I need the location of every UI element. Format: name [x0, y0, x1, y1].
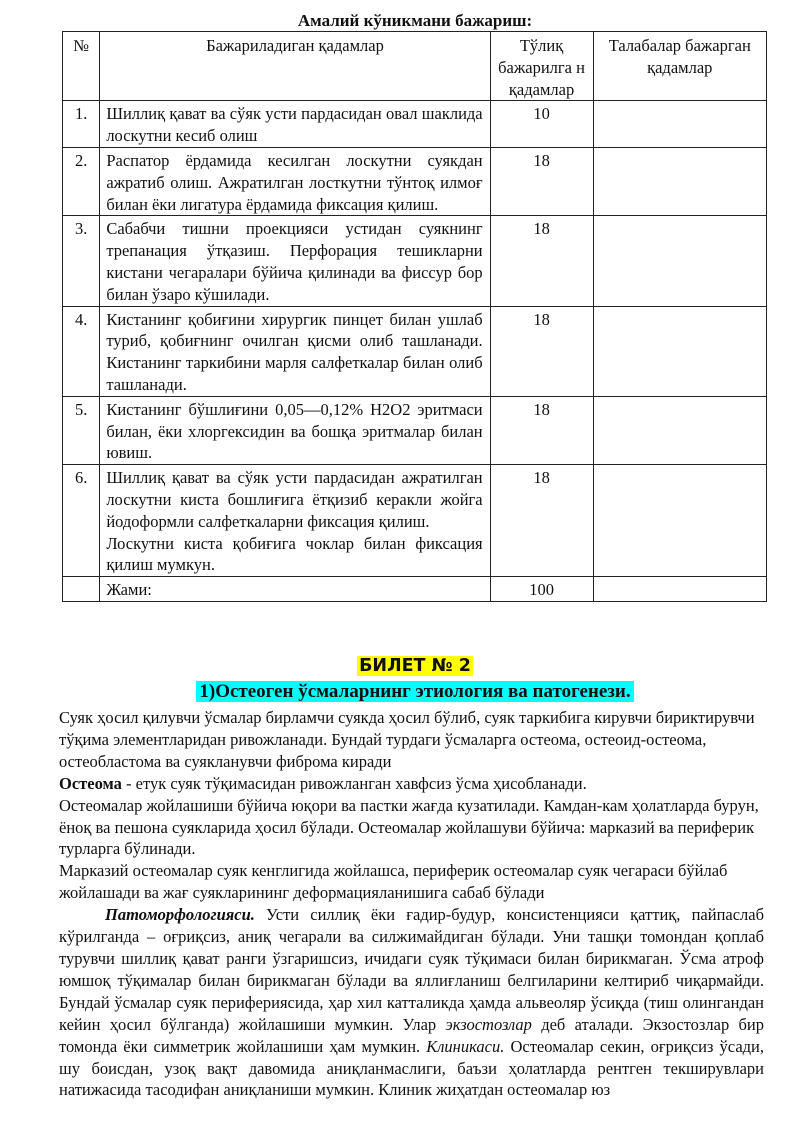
row-student-score[interactable] [593, 396, 767, 464]
section-title [0, 680, 800, 704]
table-row [63, 465, 767, 577]
row-step-text-continued: Лоскутни киста қобиғига чоклар билан фиксация қилиш мумкун. [106, 533, 483, 575]
paragraph-intro: Суяк ҳосил қилувчи ўсмалар бирламчи суякда ҳосил бўлиб, суяк таркибига кирувчи бириктирувчи тўқима элементларидан ривожланади. Бундай турдаги ўсмаларга остеома, остеоид-остеома, остеобластома ва суякланувчи фиброма киради [59, 708, 755, 771]
pathomorphology-label: Патоморфологияси. [105, 905, 255, 925]
paragraph-location: Остеомалар жойлашиши бўйича юқори ва пастки жағда кузатилади. Камдан-кам ҳолатларда бурун, ёноқ ва пешона суякларида ҳосил бўлади. Остеомалар жойлашуви бўйича: марказий ва периферик турларга бўлинади. [59, 795, 759, 859]
row-number: 6. [63, 465, 100, 577]
row-step [100, 465, 490, 577]
pathomorphology-text: Усти силлиқ ёки ғадир-будур, консистенцияси қаттиқ, пайпаслаб кўрилганда – оғриқсиз, аниқ чегарали ва силжимайдиган бўлади. Уни ташқи томондан қоплаб турувчи шиллиқ қават ранги ўзгаришсиз, ичидаги суяк тўқимаси билан бирикмаган. Ўсма атроф юмшоқ тўқималар билан бирикмаган бўлади ва яллиғланиш белгиларини келтириб чиқармайди. Бундай ўсмалар суяк перифериясида, ҳар хил катталикда ҳамда альвеоляр ўсиқда (тиш олингандан кейин ҳосил бўлганда) жойлашиши мумкин. Улар [59, 905, 764, 1034]
row-full-score: 18 [490, 216, 593, 306]
row-student-score[interactable] [593, 306, 767, 396]
row-full-score: 10 [490, 101, 593, 148]
row-student-score[interactable] [593, 147, 767, 215]
ticket-label: БИЛЕТ № 2 [359, 656, 471, 676]
section-title-text: 1)Остеоген ўсмаларнинг этиология ва патогенези. [196, 681, 633, 702]
table-header-row [63, 32, 767, 101]
header-full-steps: Тўлиқ бажарилга н қадамлар [490, 32, 593, 101]
table-row [63, 147, 767, 215]
row-number: 5. [63, 396, 100, 464]
row-number: 3. [63, 216, 100, 306]
row-number: 2. [63, 147, 100, 215]
total-label: Жами: [100, 577, 490, 602]
total-number-empty [63, 577, 100, 602]
row-step: Сабабчи тишни проекцияси устидан суякнинг трепанация ўтқазиш. Перфорация тешикларни кистани чегаралари бўйича қилинади ва фиссур бор билан ўзаро кўшилади. [100, 216, 490, 306]
paragraph-central-peripheral: Марказий остеомалар суяк кенглигида жойлашса, периферик остеомалар суяк чегараси бўйлаб жойлашади ва жағ суякларининг деформацияланишига сабаб бўлади [59, 861, 728, 903]
exostoses-text: деб аталади. Экзостозлар бир томонда ёки симметрик жойлашиши ҳам мумкин. [59, 1014, 764, 1056]
header-number: № [63, 32, 100, 101]
osteoma-definition: - етук суяк тўқимасидан ривожланган хавфсиз ўсма ҳисобланади. [121, 773, 587, 793]
table-title: Амалий кўникмани бажариш: [297, 11, 533, 30]
table-row [63, 306, 767, 396]
row-full-score: 18 [490, 306, 593, 396]
row-number: 1. [63, 101, 100, 148]
row-step: Кистанинг бўшлиғини 0,05—0,12% Н2О2 эритмаси билан, ёки хлоргексидин ва бошқа эритмалар билан ювиш. [100, 396, 490, 464]
row-step-text: Шиллиқ қават ва сўяк усти пардасидан ажратилган лоскутни киста бошлиғига ётқизиб керакли жойга йодоформли салфеткаларни фиксация қилиш. [106, 468, 483, 531]
table-row [63, 396, 767, 464]
row-student-score[interactable] [593, 216, 767, 306]
row-number: 4. [63, 306, 100, 396]
header-student-steps: Талабалар бажарган қадамлар [593, 32, 767, 101]
table-row [63, 101, 767, 148]
row-step: Распатор ёрдамида кесилган лоскутни суякдан ажратиб олиш. Ажратилган лосткутни тўнтоқ илмоғ билан ёки лигатура ёрдамида фиксация қилиш. [100, 147, 490, 215]
row-step: Кистанинг қобиғини хирургик пинцет билан ушлаб туриб, қобиғнинг очилган қисми олиб ташланади. Кистанинг таркибини марля салфеткалар билан олиб ташланади. [100, 306, 490, 396]
table-total-row [63, 577, 767, 602]
clinic-label: Клиникаси. [426, 1036, 505, 1056]
row-full-score: 18 [490, 147, 593, 215]
total-student-score[interactable] [593, 577, 767, 602]
practical-steps-table [62, 31, 767, 602]
osteoma-term: Остеома [59, 773, 122, 793]
row-step: Шиллиқ қават ва сўяк усти пардасидан овал шаклида лоскутни кесиб олиш [100, 101, 490, 148]
header-steps: Бажариладиган қадамлар [100, 32, 490, 101]
clinic-text: Остеомалар секин, оғриқсиз ўсади, шу боисдан, узоқ вақт давомида аниқланмаслиги, баъзи ҳолатларда рентген текширувлари натижасида тасодифан аниқланиши мумкин. Клиник жиҳатдан остеомалар юз [59, 1036, 764, 1100]
total-value: 100 [490, 577, 593, 602]
paragraph-pathomorphology [59, 904, 764, 1101]
row-student-score[interactable] [593, 101, 767, 148]
row-full-score: 18 [490, 465, 593, 577]
paragraph-osteoma [59, 773, 764, 795]
body-text [59, 707, 764, 1101]
table-row [63, 216, 767, 306]
row-full-score: 18 [490, 396, 593, 464]
exostoses-term: экзостозлар [445, 1014, 532, 1034]
ticket-heading [0, 655, 800, 677]
row-student-score[interactable] [593, 465, 767, 577]
